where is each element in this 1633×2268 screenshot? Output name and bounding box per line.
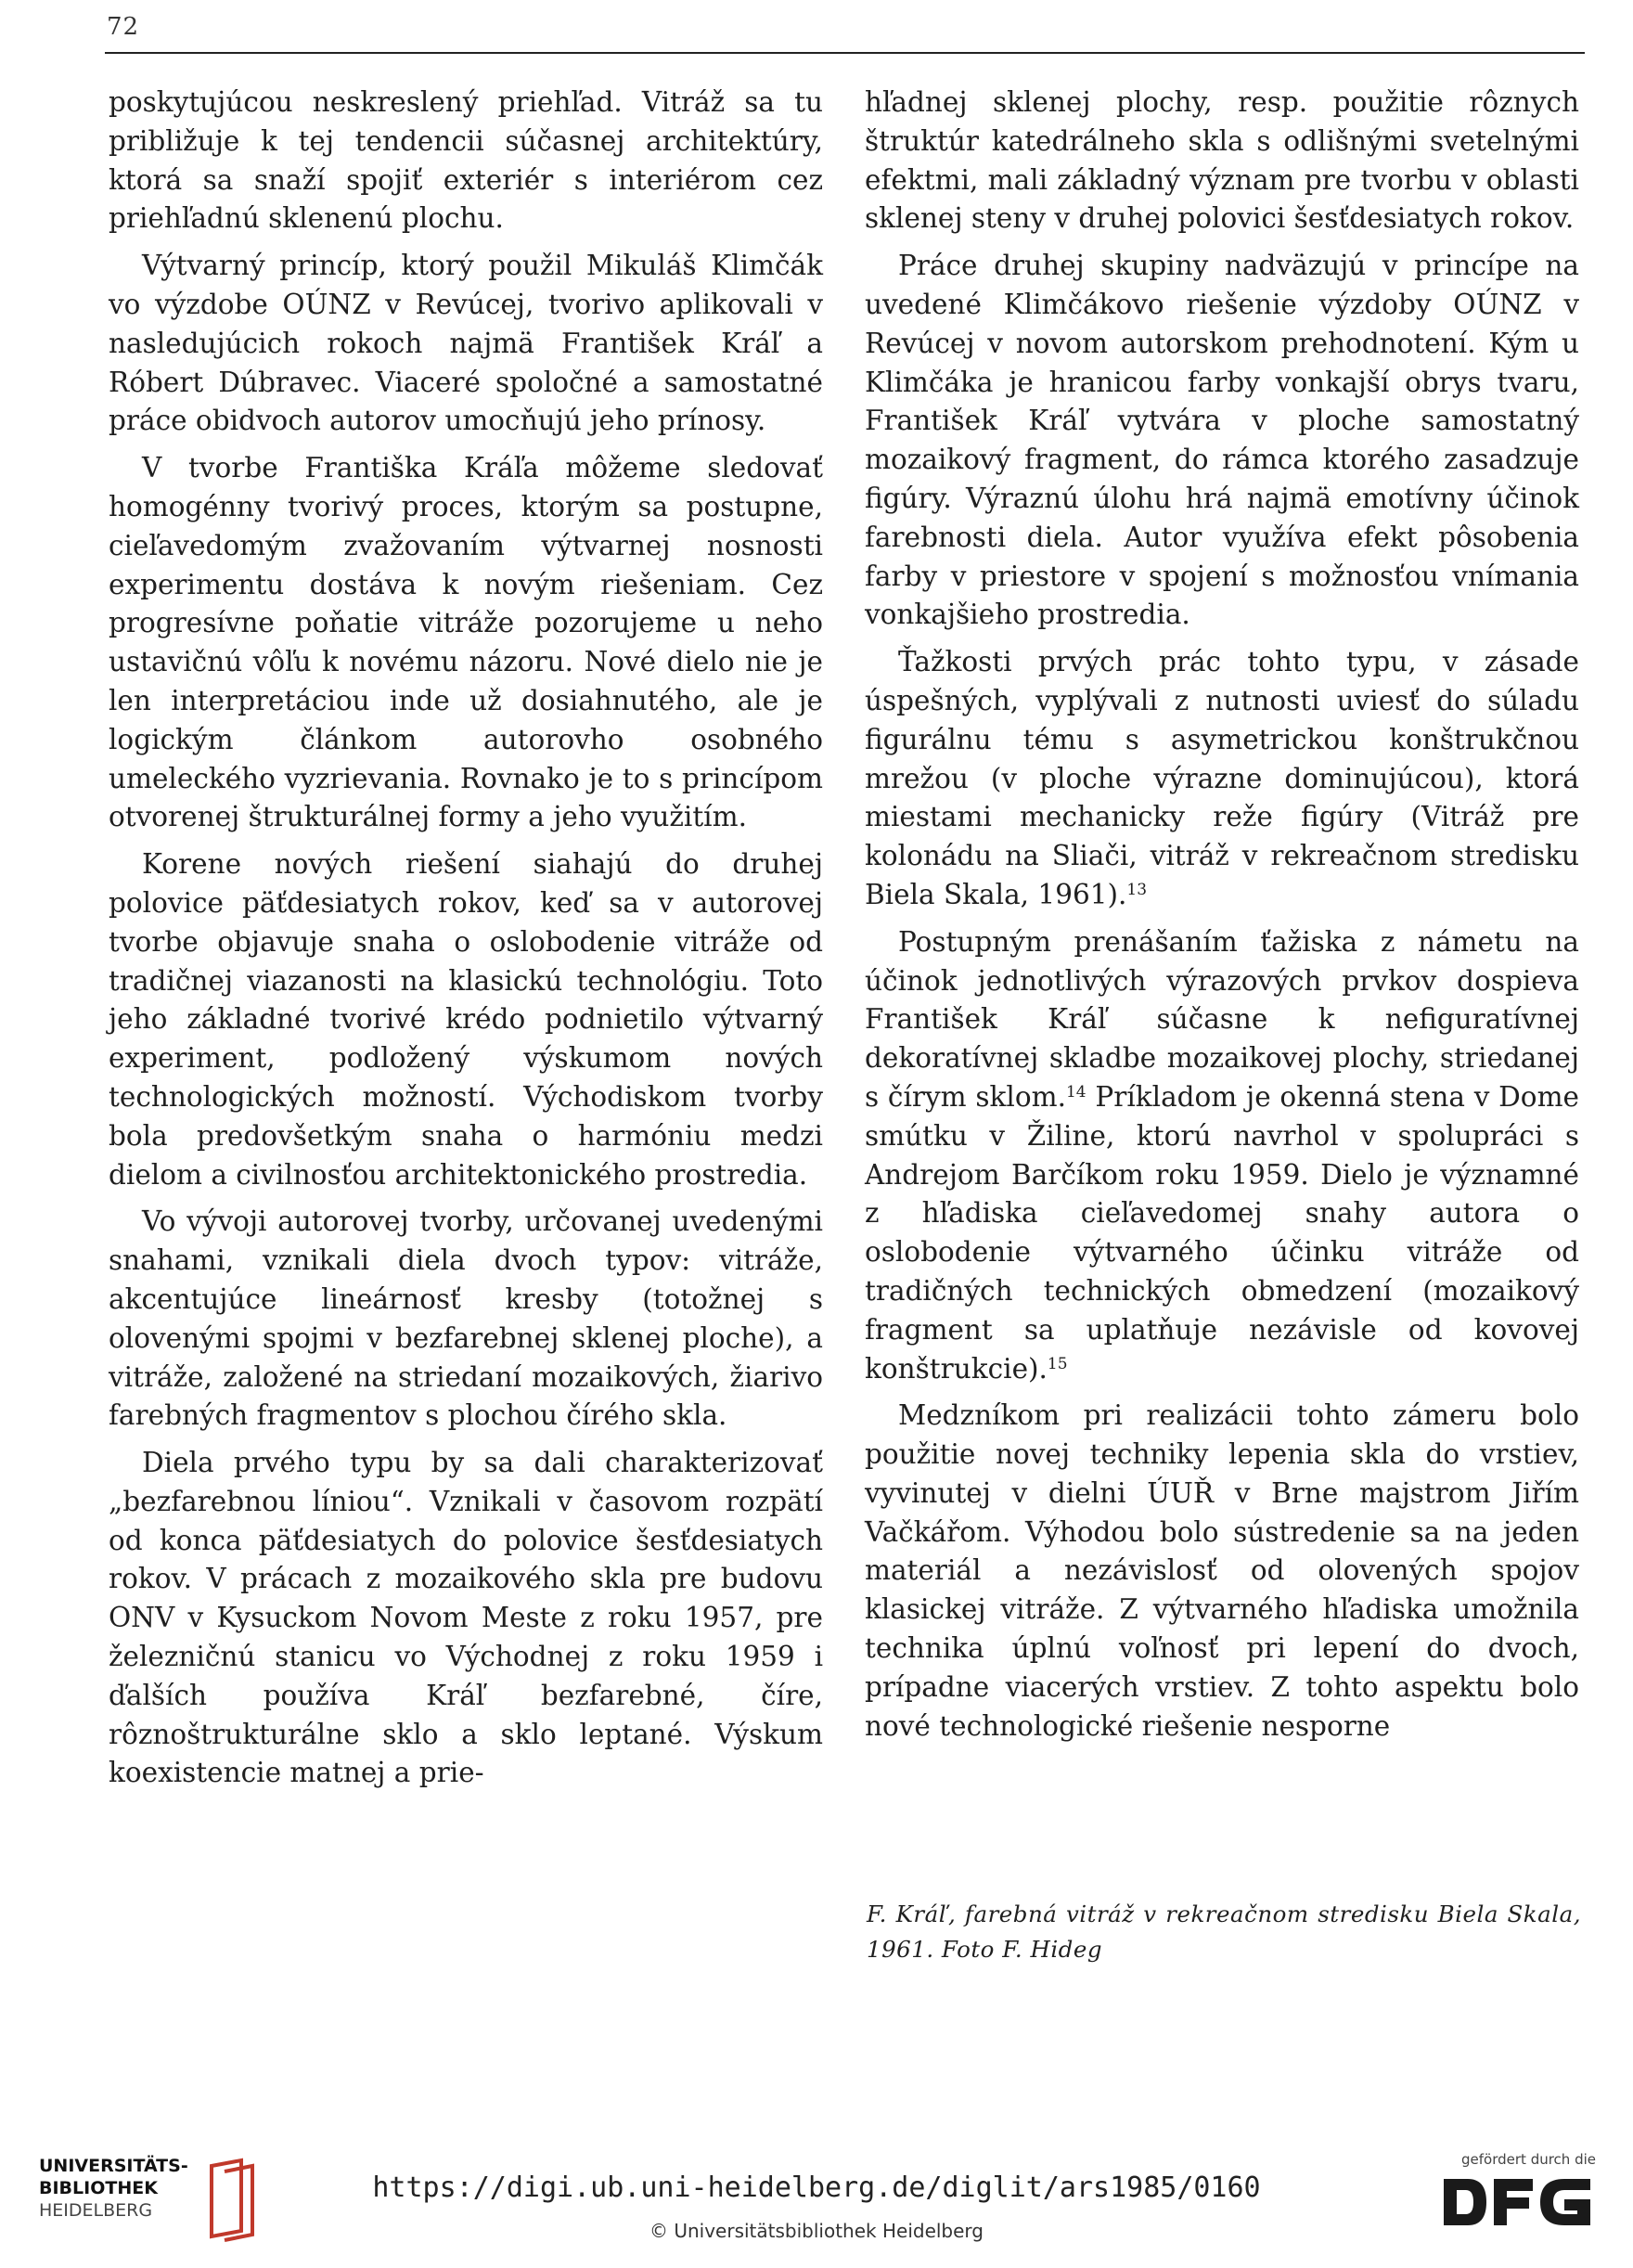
header-rule — [105, 52, 1585, 54]
paragraph: Výtvarný princíp, ktorý použil Mikuláš Klimčák vo výzdobe OÚNZ v Revúcej, tvorivo aplikovali v nasledujúcich rokoch najmä František Kráľ a Róbert Dúbravec. Viaceré spoločné a samostatné práce obidvoch autorov umocňujú jeho prínosy. — [109, 250, 823, 437]
dfg-logo[interactable] — [1440, 2173, 1596, 2231]
paragraph — [865, 923, 1579, 1389]
paragraph: Práce druhej skupiny nadväzujú v princípe na uvedené Klimčákovo riešenie výzdoby OÚNZ v Revúcej v novom autorskom prehodnotení. Kým u Klimčáka je hranicou farby vonkajší obrys tvaru, František Kráľ vytvára v ploche samostatný mozaikový fragment, do rámca ktorého zasadzuje figúry. Výraznú úlohu hrá najmä emotívny účinok farebnosti diela. Autor využíva efekt pôsobenia farby v priestore v spojení s možnosťou vnímania vonkajšieho prostredia. — [865, 250, 1579, 631]
funder-block — [1438, 2151, 1596, 2231]
right-column — [865, 84, 1579, 1754]
page-number: 72 — [107, 13, 140, 41]
paragraph-text: Postupným prenášaním ťažiska z námetu na účinok jednotlivých výrazových prvkov dospieva František Kráľ súčasne k nefiguratívnej dekoratívnej skladbe mozaikovej plochy, striedanej s čírym sklom. — [865, 925, 1579, 1113]
paragraph: Diela prvého typu by sa dali charakterizovať „bezfarebnou líniou“. Vznikali v časovom rozpätí od konca päťdesiatych do polovice šesťdesiatych rokov. V prácach z mozaikového skla pre budovu ONV v Kysuckom Novom Meste z roku 1957, pre železničnú stanicu vo Východnej z roku 1959 i ďalších používa Kráľ bezfarebné, číre, rôznoštrukturálne sklo a sklo leptané. Výskum koexistencie matnej a prie- — [109, 1447, 823, 1789]
library-name-line: BIBLIOTHEK — [39, 2178, 158, 2198]
copyright-notice: © Universitätsbibliothek Heidelberg — [649, 2220, 984, 2242]
paragraph-text: Ťažkosti prvých prác tohto typu, v zásade úspešných, vyplývali z nutnosti uviesť do súladu figurálnu tému s asymetrickou konštrukčnou mrežou (v ploche výrazne dominujúcou), ktorá miestami mechanicky reže figúry (Vitráž pre kolonádu na Sliači, vitráž v rekreačnom stredisku Biela Skala, 1961). — [865, 646, 1579, 910]
permalink[interactable]: https://digi.ub.uni-heidelberg.de/diglit/ars1985/0160 — [372, 2171, 1261, 2204]
paragraph: Korene nových riešení siahajú do druhej polovice päťdesiatych rokov, keď sa v autorovej tvorbe objavuje snaha o oslobodenie vitráže od tradičnej viazanosti na klasickú technológiu. Toto jeho základné tvorivé krédo podnietilo výtvarný experiment, podložený výskumom nových technologických možností. Východiskom tvorby bola predovšetkým snaha o harmóniu medzi dielom a civilnosťou architektonického prostredia. — [109, 848, 823, 1191]
library-name-line: UNIVERSITÄTS- — [39, 2156, 188, 2176]
paragraph: hľadnej sklenej plochy, resp. použitie rôznych štruktúr katedrálneho skla s odlišnými svetelnými efektmi, mali základný význam pre tvorbu v oblasti sklenej steny v druhej polovici šesťdesiatych rokov. — [865, 86, 1579, 235]
footnote-ref[interactable]: 15 — [1047, 1354, 1068, 1373]
paragraph: Vo vývoji autorovej tvorby, určovanej uvedenými snahami, vznikali diela dvoch typov: vitráže, akcentujúce lineárnosť kresby (totožnej s olovenými spojmi v bezfarebnej sklenej ploche), a vitráže, založené na striedaní mozaikových, žiarivo farebných fragmentov s plochou čírého skla. — [109, 1205, 823, 1432]
figure-caption: F. Kráľ, farebná vitráž v rekreačnom stredisku Biela Skala, 1961. Foto F. Hideg — [867, 1901, 1581, 1963]
paragraph — [865, 643, 1579, 915]
paragraph: Medzníkom pri realizácii tohto zámeru bolo použitie novej techniky lepenia skla do vrstiev, vyvinutej v dielni ÚUŘ v Brne majstrom Jiřím Vačkářom. Výhodou bolo sústredenie sa na jeden materiál a nezávislosť od olovených spojov klasickej vitráže. Z výtvarného hľadiska umožnila technika úplnú voľnosť pri lepení do dvoch, prípadne viacerých vrstiev. Z tohto aspektu bolo nové technologické riešenie nesporne — [865, 1399, 1579, 1742]
funder-label: gefördert durch die — [1461, 2151, 1596, 2168]
paragraph: V tvorbe Františka Kráľa môžeme sledovať homogénny tvorivý proces, ktorým sa postupne, cieľavedomým zvažovaním výtvarnej nosnosti experimentu dostáva k novým riešeniam. Cez progresívne poňatie vitráže pozorujeme u neho ustavičnú vôľu k novému názoru. Nové dielo nie je len interpretáciou inde už dosiahnutého, ale je logickým článkom autorovho osobného umeleckého vyzrievania. Rovnako je to s princípom otvorenej štrukturálnej formy a jeho využitím. — [109, 452, 823, 833]
library-name-line: HEIDELBERG — [39, 2200, 153, 2221]
footer — [0, 2134, 1633, 2268]
footnote-ref[interactable]: 13 — [1126, 880, 1148, 899]
left-column — [109, 84, 823, 1801]
footnote-ref[interactable]: 14 — [1065, 1082, 1087, 1102]
paragraph-text: Príkladom je okenná stena v Dome smútku v Žiline, ktorú navrhol v spolupráci s Andrejom Barčíkom roku 1959. Dielo je významné z hľadiska cieľavedomej snahy autora o oslobodenie výtvarného účinku vitráže od tradičných technických obmedzení (mozaikový fragment sa uplatňuje nezávisle od kovovej konštrukcie). — [865, 1080, 1579, 1385]
paragraph: poskytujúcou neskreslený priehľad. Vitráž sa tu približuje k tej tendencii súčasnej architektúry, ktorá sa snaží spojiť exteriér s interiérom cez priehľadnú sklenenú plochu. — [109, 86, 823, 235]
